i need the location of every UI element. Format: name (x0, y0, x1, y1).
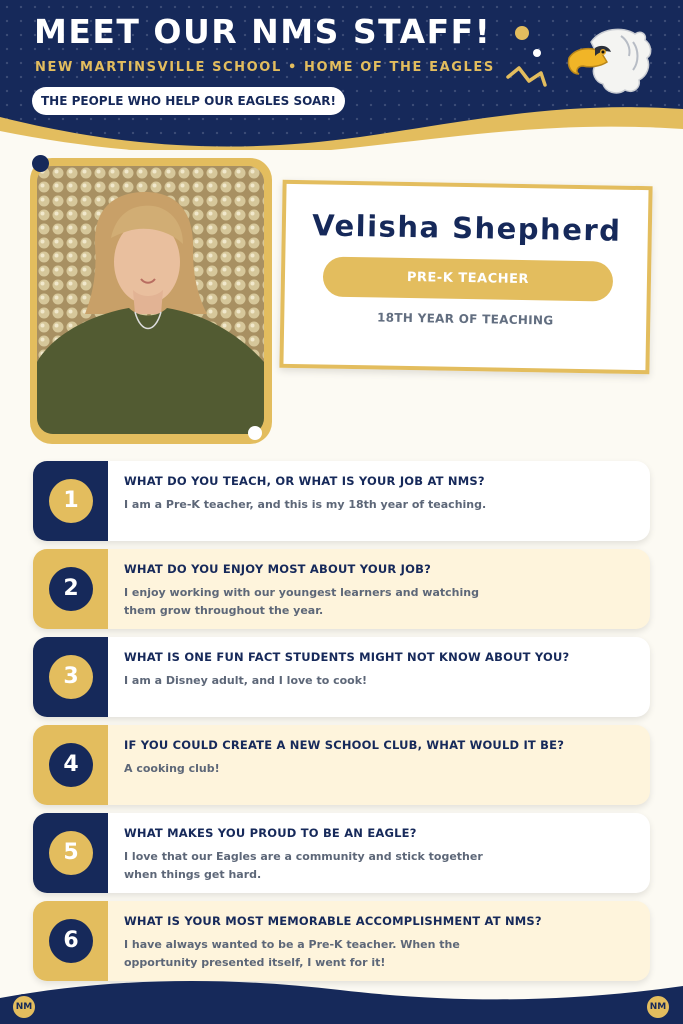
qa-card-2 (33, 549, 650, 629)
zigzag-icon (505, 63, 547, 89)
decorative-dot (515, 26, 529, 40)
answer-text: I have always wanted to be a Pre-K teacher. When the opportunity presented itself, I went for it! (124, 938, 460, 969)
decorative-dot (533, 49, 541, 57)
question-text: WHAT DO YOU ENJOY MOST ABOUT YOUR JOB? (124, 562, 431, 576)
tagline-pill: THE PEOPLE WHO HELP OUR EAGLES SOAR! (32, 87, 345, 115)
question-number: 6 (49, 919, 93, 963)
question-number: 1 (49, 479, 93, 523)
question-number: 4 (49, 743, 93, 787)
page-title: MEET OUR NMS STAFF! (34, 12, 492, 51)
question-number: 5 (49, 831, 93, 875)
question-number: 3 (49, 655, 93, 699)
role-badge: PRE-K TEACHER (323, 257, 614, 302)
question-text: IF YOU COULD CREATE A NEW SCHOOL CLUB, WHAT WOULD IT BE? (124, 738, 565, 752)
question-text: WHAT IS YOUR MOST MEMORABLE ACCOMPLISHMENT AT NMS? (124, 914, 542, 928)
answer-text: I am a Pre-K teacher, and this is my 18th year of teaching. (124, 498, 487, 511)
answer-text: A cooking club! (124, 762, 220, 775)
question-text: WHAT MAKES YOU PROUD TO BE AN EAGLE? (124, 826, 417, 840)
number-tile (33, 813, 108, 893)
qa-card-6 (33, 901, 650, 981)
question-text: WHAT DO YOU TEACH, OR WHAT IS YOUR JOB AT NMS? (124, 474, 485, 488)
school-subtitle: NEW MARTINSVILLE SCHOOL • HOME OF THE EAGLES (35, 60, 495, 75)
answer-text: I love that our Eagles are a community and stick together when things get hard. (124, 850, 483, 881)
number-tile (33, 901, 108, 981)
number-tile (33, 549, 108, 629)
qa-card-1 (33, 461, 650, 541)
name-card (279, 180, 652, 374)
qa-card-4 (33, 725, 650, 805)
decorative-dot (32, 155, 49, 172)
question-number: 2 (49, 567, 93, 611)
school-badge: NM (645, 994, 671, 1020)
school-badge: NM (11, 994, 37, 1020)
footer-wave (0, 972, 683, 1024)
number-tile (33, 725, 108, 805)
years-teaching: 18TH YEAR OF TEACHING (376, 310, 554, 328)
number-tile (33, 637, 108, 717)
qa-card-3 (33, 637, 650, 717)
question-text: WHAT IS ONE FUN FACT STUDENTS MIGHT NOT KNOW ABOUT YOU? (124, 650, 570, 664)
decorative-dot (248, 426, 262, 440)
staff-photo (37, 166, 264, 434)
header-banner (0, 0, 683, 150)
staff-name: Velisha Shepherd (311, 208, 622, 248)
answer-text: I am a Disney adult, and I love to cook! (124, 674, 368, 687)
qa-card-5 (33, 813, 650, 893)
answer-text: I enjoy working with our youngest learners and watching them grow throughout the year. (124, 586, 479, 617)
eagle-head-icon (561, 22, 657, 102)
number-tile (33, 461, 108, 541)
